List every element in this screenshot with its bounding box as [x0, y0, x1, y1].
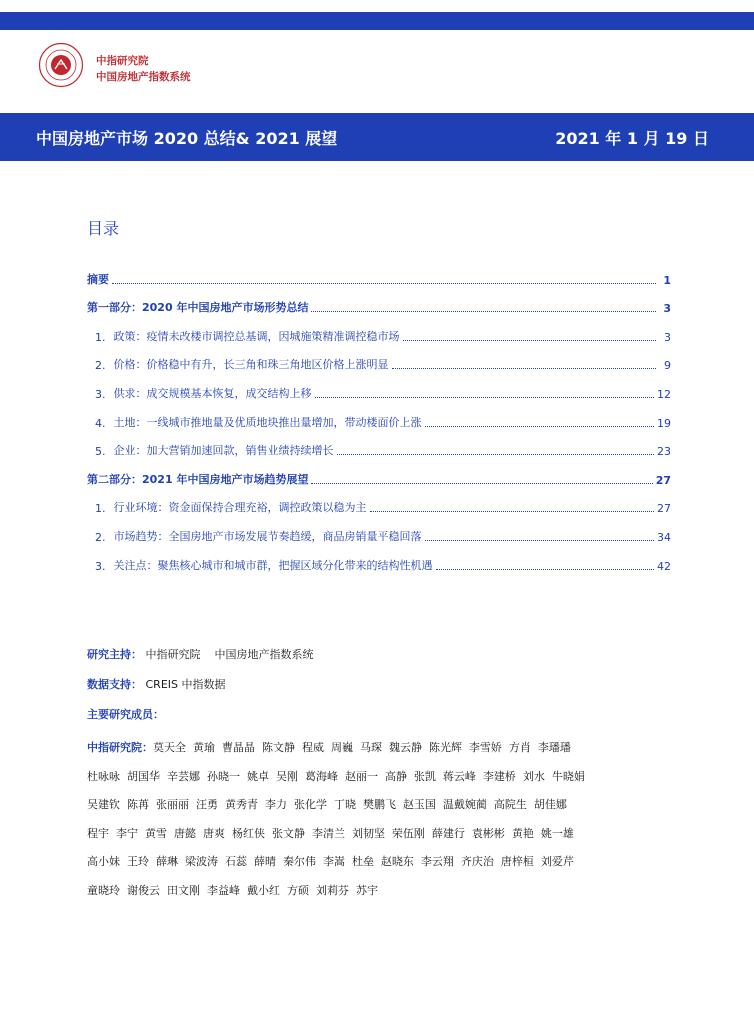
- toc-entry[interactable]: [87, 315, 671, 344]
- toc-entry[interactable]: [87, 287, 671, 316]
- toc-entry-number: 3.: [95, 559, 106, 573]
- credits-block: [87, 644, 687, 906]
- toc-entry[interactable]: [87, 372, 671, 401]
- toc-entry[interactable]: [87, 430, 671, 459]
- toc-entry-title: 关注点：聚焦核心城市和城市群，把握区域分化带来的结构性机遇: [113, 558, 433, 572]
- toc-entry-title: 行业环境：资金面保持合理充裕，调控政策以稳为主: [113, 501, 367, 515]
- toc-entry-number: 2.: [95, 530, 106, 544]
- members-names: 莫天全 黄瑜 曹晶晶 陈文静 程威 周巍 马琛 魏云静 陈光辉 李雪娇 方肖 李璠璠: [153, 741, 571, 754]
- toc-entry[interactable]: [87, 515, 671, 544]
- toc-entry-title: 价格：价格稳中有升，长三角和珠三角地区价格上涨明显: [113, 358, 389, 372]
- toc-entry[interactable]: [87, 544, 671, 573]
- toc-entry[interactable]: [87, 258, 671, 287]
- toc-leader-dots: [425, 539, 655, 541]
- toc-leader-dots: [337, 453, 655, 455]
- toc-entry-number: 3.: [95, 387, 106, 401]
- members-names: 程宇 李宁 黄雪 唐懿 唐爽 杨红侠 张文静 李清兰 刘韧坚 荣伍刚 薛建行 袁彬彬 黄艳 姚一雄: [87, 826, 574, 840]
- toc-entry-page: 1: [663, 273, 671, 287]
- toc-entry-title: 土地：一线城市推地量及优质地块推出量增加，带动楼面价上涨: [113, 415, 422, 429]
- toc-entry[interactable]: [87, 344, 671, 373]
- toc-entry-title: 第二部分：2021 年中国房地产市场趋势展望: [87, 472, 309, 486]
- toc-leader-dots: [311, 310, 656, 312]
- toc-leader-dots: [311, 482, 652, 484]
- toc-entry-number: 1.: [95, 502, 106, 516]
- members-row: [87, 820, 677, 849]
- members-heading-line: [87, 704, 687, 734]
- toc-entry-number: 2.: [95, 359, 106, 373]
- toc-entry-title: 市场趋势：全国房地产市场发展节奏趋缓，商品房销量平稳回落: [113, 529, 422, 543]
- members-row: [87, 734, 677, 763]
- toc-leader-dots: [436, 568, 655, 570]
- toc-entry-number: 5.: [95, 445, 106, 459]
- toc-entry[interactable]: [87, 401, 671, 430]
- toc-entry-title: 摘要: [87, 272, 109, 286]
- toc-entry-page: 12: [657, 387, 671, 401]
- top-color-bar: [0, 12, 754, 30]
- toc-entry[interactable]: [87, 458, 671, 487]
- report-title: 中国房地产市场 2020 总结& 2021 展望: [36, 129, 338, 148]
- title-bar: [0, 113, 754, 161]
- toc-entry-page: 3: [663, 302, 671, 316]
- data-support-label: 数据支持：: [87, 678, 142, 691]
- toc-entry-page: 42: [657, 559, 671, 573]
- report-date: 2021 年 1 月 19 日: [555, 129, 709, 148]
- org-name: 中指研究院: [96, 55, 149, 67]
- toc-entry-page: 23: [657, 445, 671, 459]
- toc-leader-dots: [425, 425, 655, 427]
- members-names: 童晓玲 谢俊云 田文刚 李益峰 戴小红 方硕 刘莉芬 苏宇: [87, 883, 378, 897]
- toc-heading: 目录: [87, 219, 120, 238]
- members-row: [87, 791, 677, 820]
- table-of-contents: [87, 258, 671, 573]
- academy-logo: [38, 42, 84, 88]
- toc-leader-dots: [112, 282, 656, 284]
- toc-entry-page: 34: [657, 530, 671, 544]
- org-subname: 中国房地产指数系统: [96, 71, 191, 83]
- toc-leader-dots: [392, 367, 657, 369]
- academy-members-label: 中指研究院：: [87, 741, 153, 754]
- research-lead-text: 中指研究院 中国房地产指数系统: [145, 648, 314, 661]
- data-support-text: CREIS 中指数据: [145, 678, 226, 691]
- research-lead-label: 研究主持：: [87, 648, 142, 661]
- data-support-line: [87, 674, 687, 704]
- members-row: [87, 877, 677, 906]
- toc-entry-page: 27: [655, 473, 671, 487]
- members-heading: 主要研究成员：: [87, 708, 164, 721]
- toc-leader-dots: [370, 510, 655, 512]
- toc-entry-page: 27: [657, 502, 671, 516]
- toc-entry[interactable]: [87, 487, 671, 516]
- toc-entry-title: 企业：加大营销加速回款，销售业绩持续增长: [113, 444, 334, 458]
- toc-entry-number: 1.: [95, 330, 106, 344]
- research-lead-line: [87, 644, 687, 674]
- members-names: 吴建钦 陈苒 张丽丽 汪勇 黄秀青 李力 张化学 丁晓 樊鹏飞 赵玉国 温戴婉蔺 高院生 胡佳娜: [87, 798, 567, 812]
- members-names: 高小妹 王玲 薛琳 梁波涛 石蕊 薛晴 秦尔伟 李嵩 杜垒 赵晓东 李云翔 齐庆治 唐梓桓 刘爱芹: [87, 855, 574, 869]
- toc-leader-dots: [403, 339, 657, 341]
- toc-leader-dots: [315, 396, 655, 398]
- toc-entry-title: 政策：疫情未改楼市调控总基调，因城施策精准调控稳市场: [113, 329, 400, 343]
- toc-entry-page: 19: [657, 416, 671, 430]
- org-block: [96, 53, 191, 85]
- members-names: 杜咏咏 胡国华 辛芸娜 孙晓一 姚卓 吴刚 葛海峰 赵丽一 高静 张凯 蒋云峰 李建桥 刘水 牛晓娟: [87, 769, 585, 783]
- toc-entry-number: 4.: [95, 416, 106, 430]
- toc-entry-page: 9: [664, 359, 671, 373]
- toc-entry-page: 3: [664, 330, 671, 344]
- members-row: [87, 763, 677, 792]
- members-list: [87, 734, 677, 906]
- toc-entry-title: 供求：成交规模基本恢复，成交结构上移: [113, 386, 312, 400]
- members-row: [87, 848, 677, 877]
- toc-entry-title: 第一部分：2020 年中国房地产市场形势总结: [87, 301, 309, 315]
